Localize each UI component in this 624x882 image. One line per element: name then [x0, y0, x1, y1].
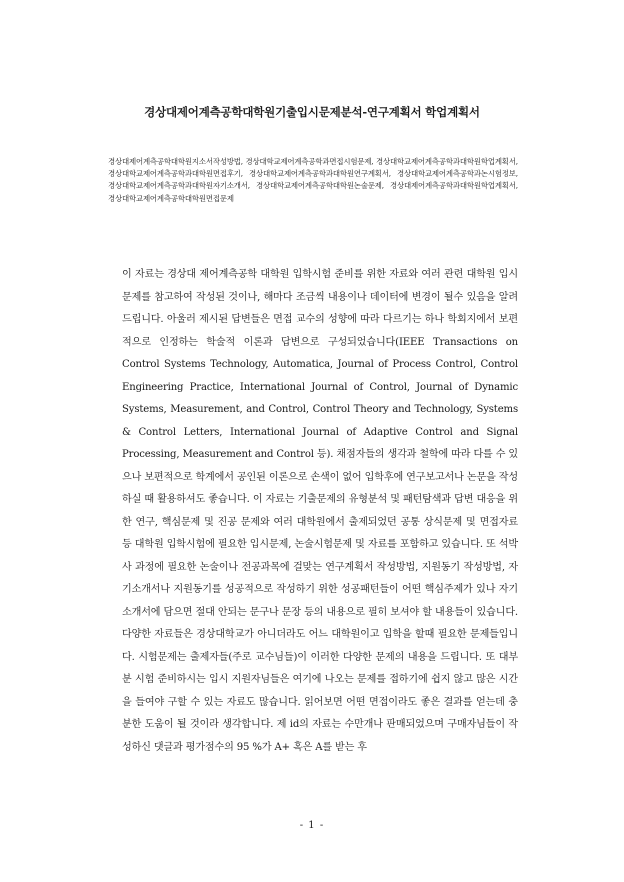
body-paragraph: 이 자료는 경상대 제어계측공학 대학원 입학시험 준비를 위한 자료와 여러 관련 대학원 입시 문제를 참고하여 작성된 것이나, 해마다 조금씩 내용이나 데이터에 변경이 될수 있음을 알려 드립니다. 아울러 제시된 답변들은 면접 교수의 성향에 따라 다르기는 하나 학회지에서 보편적으로 인정하는 학술적 이론과 답변으로 구성되었습니다(IEEE Transactions on Control Systems Technology, Automatica, Journal of Process Control, Control Engineering Practice, International Journal of Control, Journal of Dynamic Systems, Measurement, and Control, Control Theory and Technology, Systems & Control Letters, International Journal of Adaptive Control and Signal Processing, Measurement and Control 등). 채점자들의 생각과 철학에 따라 다를 수 있으나 보편적으로 학계에서 공인된 이론으로 손색이 없어 입학후에 연구보고서나 논문을 작성하실 때 활용하셔도 좋습니다. 이 자료는 기출문제의 유형분석 및 패턴탐색과 답변 대응을 위한 연구, 핵심문제 및 진공 문제와 여러 대학원에서 출제되었던 공통 상식문제 및 면접자료 등 대학원 입학시험에 필요한 입시문제, 논술시험문제 및 자료를 포함하고 있습니다. 또 석박사 과정에 필요한 논술이나 전공과목에 걸맞는 연구계획서 작성방법, 지원동기 작성방법, 자기소개서나 지원동기를 성공적으로 작성하기 위한 성공패턴들이 어떤 핵심주제가 있나 자기소개서에 담으면 절대 안되는 문구나 문장 등의 내용으로 필히 보셔야 할 내용들이 있습니다. 다양한 자료들은 경상대학교가 아니더라도 어느 대학원이고 입학을 할때 필요한 문제들입니다. 시험문제는 출제자들(주로 교수님들)이 이러한 다양한 문제의 내용을 드립니다. 또 대부분 시험 준비하시는 입시 지원자님들은 여기에 나오는 문제를 접하기에 쉽지 않고 많은 시간을 들여야 구할 수 있는 자료도 많습니다. 읽어보면 어떤 면접이라도 좋은 결과를 얻는데 충분한 도움이 될 것이라 생각합니다. 제 id의 자료는 수만개나 판매되었으며 구매자님들이 작성하신 댓글과 평가점수의 95 %가 A+ 혹은 A를 받는 후: [122, 269, 518, 753]
page-number: - 1 -: [299, 820, 325, 831]
document-title: 경상대제어계측공학대학원기출입시문제분석-연구계획서 학업계획서: [144, 105, 480, 119]
keyword-list: 경상대제어계측공학대학원지소서작성방법, 경상대학교제어계측공학과면접시험문제, 경상대학교제어계측공학과대학원학업계획서, 경상대학교제어계측공학과대학원면접후기, 경상대학교제어계측공학과대학원연구계획서, 경상대학교제어계측공학과논시험정보, 경상대학교제어계측공학과대학원자기소개서, 경상대학교제어계측공학대학원논술문제, 경상대제어계측공학과대학원학업계획서, 경상대학교제어계측공학대학원면접문제: [108, 157, 518, 203]
